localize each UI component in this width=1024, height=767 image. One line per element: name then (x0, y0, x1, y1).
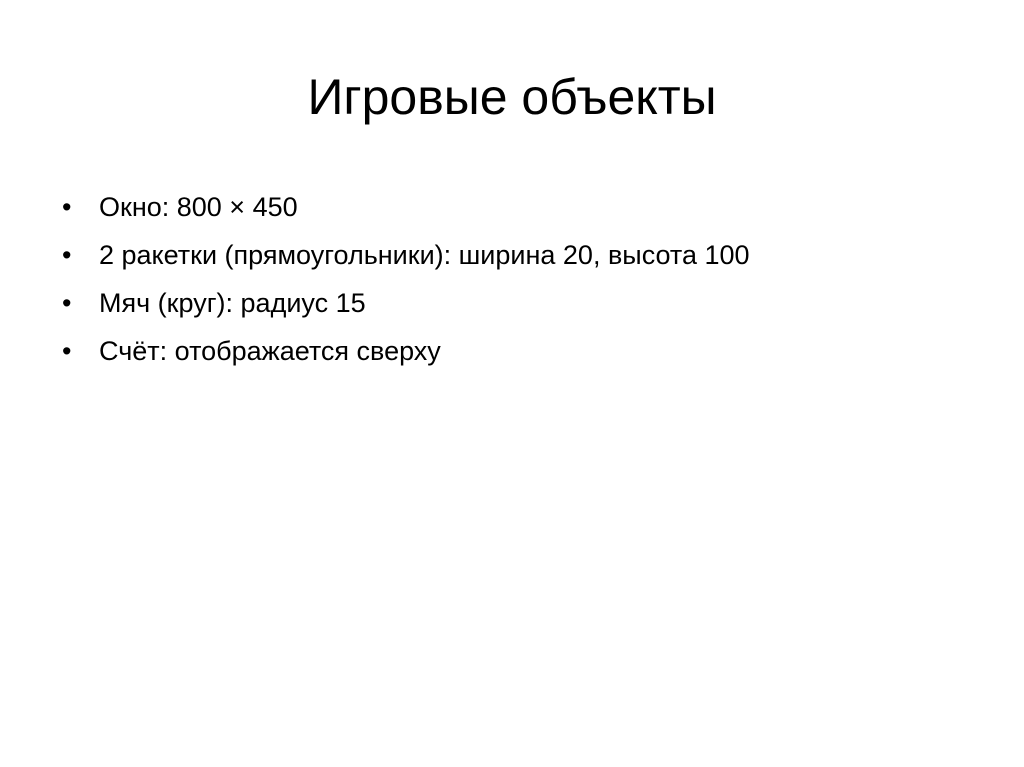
bullet-dot-icon: • (62, 288, 72, 318)
bullet-text: Окно: 800 × 450 (99, 192, 298, 222)
bullet-dot-icon: • (62, 192, 72, 222)
bullet-list (62, 185, 962, 377)
slide-title: Игровые объекты (307, 69, 717, 125)
bullet-item-window (62, 185, 962, 233)
bullet-dot-icon: • (62, 336, 72, 366)
bullet-dot-icon: • (62, 240, 72, 270)
bullet-item-score (62, 329, 962, 377)
bullet-item-paddles (62, 233, 962, 281)
bullet-text: 2 ракетки (прямоугольники): ширина 20, высота 100 (99, 240, 750, 270)
bullet-text: Мяч (круг): радиус 15 (99, 288, 366, 318)
bullet-text: Счёт: отображается сверху (99, 336, 441, 366)
bullet-item-ball (62, 281, 962, 329)
